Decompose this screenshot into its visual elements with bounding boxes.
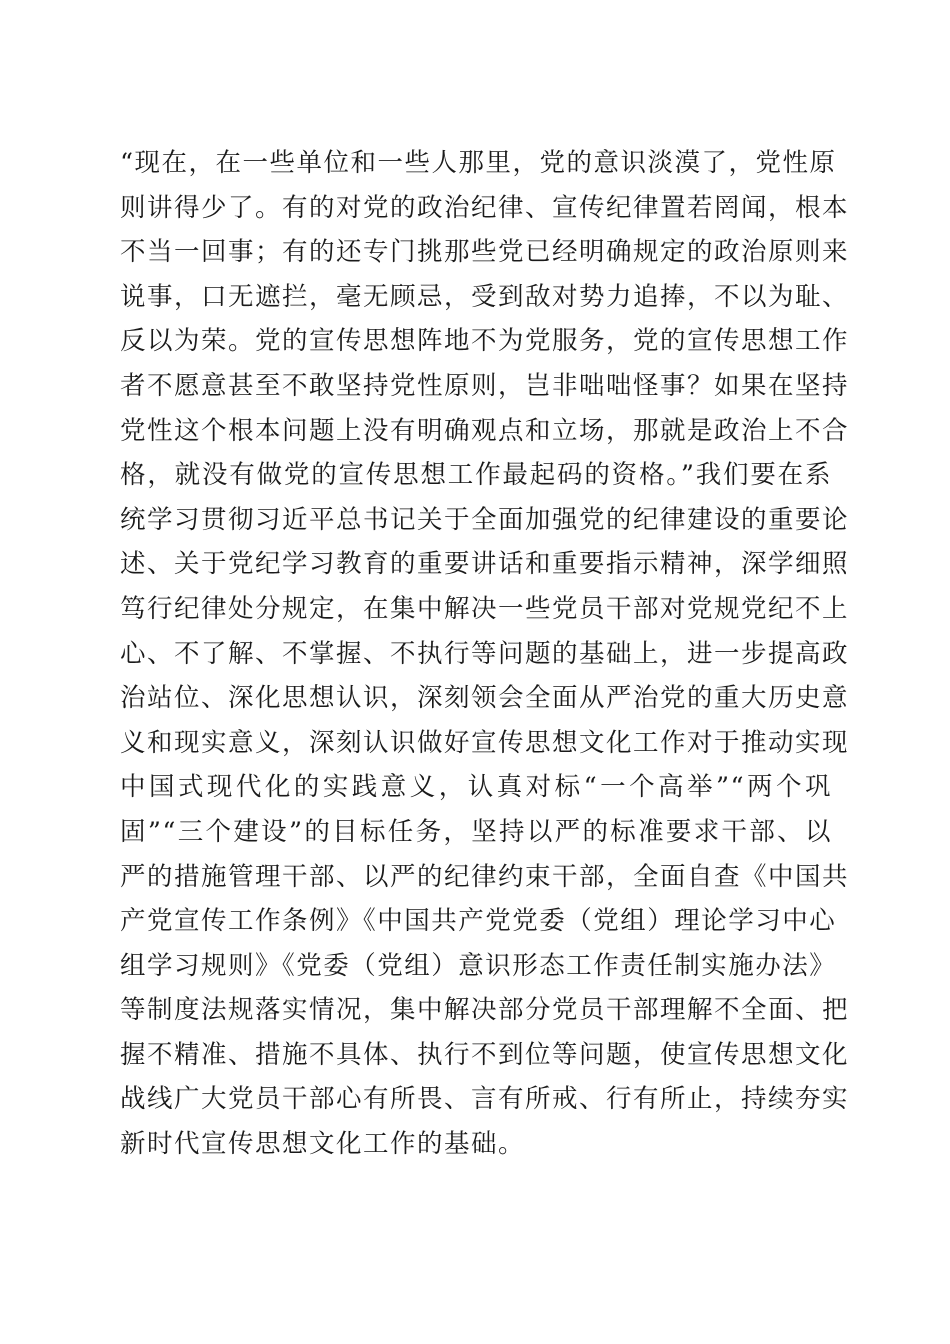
paragraph-line: 者不愿意甚至不敢坚持党性原则，岂非咄咄怪事？如果在坚持 bbox=[120, 370, 850, 401]
paragraph-line: 统学习贯彻习近平总书记关于全面加强党的纪律建设的重要论 bbox=[120, 504, 850, 535]
paragraph-line: 则讲得少了。有的对党的政治纪律、宣传纪律置若罔闻，根本 bbox=[120, 192, 850, 223]
paragraph-line: 新时代宣传思想文化工作的基础。 bbox=[120, 1129, 526, 1160]
paragraph-line: 产党宣传工作条例》《中国共产党党委（党组）理论学习中心 bbox=[120, 906, 837, 937]
paragraph-line: 义和现实意义，深刻认识做好宣传思想文化工作对于推动实现 bbox=[120, 727, 850, 758]
paragraph-line: 说事，口无遮拦，毫无顾忌，受到敌对势力追捧，不以为耻、 bbox=[120, 281, 850, 312]
paragraph-line: 组学习规则》《党委（党组）意识形态工作责任制实施办法》 bbox=[120, 950, 837, 981]
paragraph-line: 笃行纪律处分规定，在集中解决一些党员干部对党规党纪不上 bbox=[120, 593, 850, 624]
paragraph-line: 党性这个根本问题上没有明确观点和立场，那就是政治上不合 bbox=[120, 415, 850, 446]
paragraph-line: 握不精准、措施不具体、执行不到位等问题，使宣传思想文化 bbox=[120, 1039, 850, 1070]
paragraph-line: 述、关于党纪学习教育的重要讲话和重要指示精神，深学细照 bbox=[120, 549, 850, 580]
paragraph-line: 反以为荣。党的宣传思想阵地不为党服务，党的宣传思想工作 bbox=[120, 326, 850, 357]
paragraph-line: 不当一回事；有的还专门挑那些党已经明确规定的政治原则来 bbox=[120, 237, 850, 268]
paragraph-line: 中国式现代化的实践意义，认真对标“一个高举”“两个巩 bbox=[120, 772, 832, 803]
paragraph-line: 严的措施管理干部、以严的纪律约束干部，全面自查《中国共 bbox=[120, 861, 850, 892]
paragraph-line: “现在，在一些单位和一些人那里，党的意识淡漠了，党性原 bbox=[120, 148, 837, 178]
paragraph-line: 格，就没有做党的宣传思想工作最起码的资格。”我们要在系 bbox=[120, 460, 832, 491]
body-paragraph bbox=[120, 141, 850, 1167]
paragraph-line: 治站位、深化思想认识，深刻领会全面从严治党的重大历史意 bbox=[120, 683, 850, 714]
paragraph-line: 等制度法规落实情况，集中解决部分党员干部理解不全面、把 bbox=[120, 995, 850, 1026]
paragraph-line: 心、不了解、不掌握、不执行等问题的基础上，进一步提高政 bbox=[120, 638, 850, 669]
paragraph-line: 战线广大党员干部心有所畏、言有所戒、行有所止，持续夯实 bbox=[120, 1084, 850, 1115]
paragraph-line: 固”“三个建设”的目标任务，坚持以严的标准要求干部、以 bbox=[120, 816, 832, 847]
